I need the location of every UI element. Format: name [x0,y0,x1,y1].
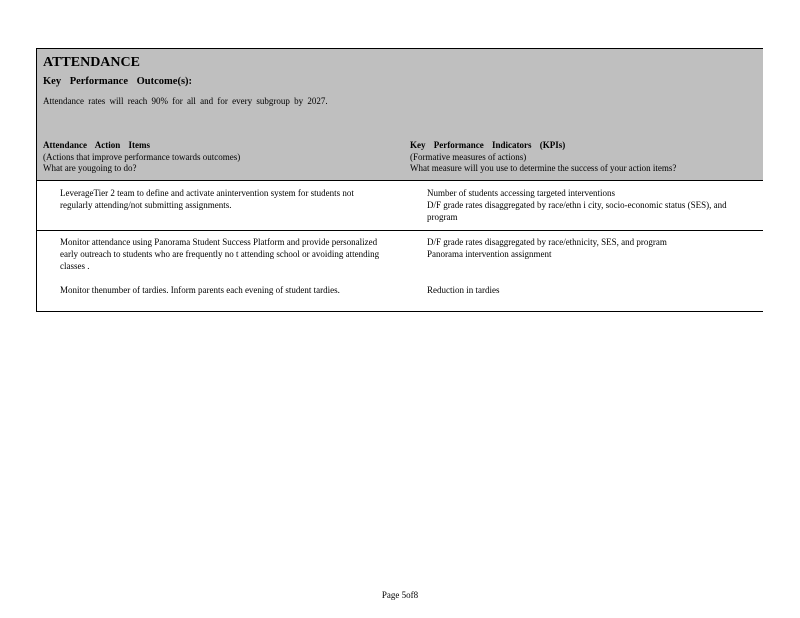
section-title: ATTENDANCE [43,55,140,70]
kpi-title: Key Performance Indicators (KPIs) [410,140,566,150]
table-row [37,181,763,231]
action-items-column-header [43,140,240,175]
page-number: Page 5of8 [381,590,419,600]
kpi-item-text: Number of students accessing targeted interventions [427,188,616,198]
kpi-question: What measure will you use to determine the success of your action items? [410,163,677,173]
action-item-text: Monitor thenumber of tardies. Inform parents each evening of student tardies. [60,285,340,295]
kpi-column-header [410,140,676,175]
action-items-title: Attendance Action Items [43,140,150,150]
kpi-item-text: Reduction in tardies [427,285,500,295]
section-header [37,49,763,181]
kpo-label: Key Performance Outcome(s): [43,76,193,87]
action-items-subtitle: (Actions that improve performance towards outcomes) [43,151,241,162]
action-items-question: What are yougoing to do? [43,163,137,173]
kpi-subtitle: (Formative measures of actions) [410,151,527,162]
attendance-section [36,48,763,312]
goal-statement: Attendance rates will reach 90% for all and for every subgroup by 2027. [43,96,328,106]
kpi-item-text: D/F grade rates disaggregated by race/ethnicity, SES, and program [427,237,667,247]
action-item-text: LeverageTier 2 team to define and activate anintervention system for students not regularly attending/not submitting assignments. [60,188,354,210]
table-row [37,231,763,312]
kpi-item-text: Panorama intervention assignment [427,249,552,259]
action-item-text: Monitor attendance using Panorama Student Success Platform and provide personalized early outreach to students who are frequently no t attending school or avoiding attending classes . [60,237,380,271]
kpi-item-text: D/F grade rates disaggregated by race/ethn i city, socio-economic status (SES), and program [427,200,727,222]
